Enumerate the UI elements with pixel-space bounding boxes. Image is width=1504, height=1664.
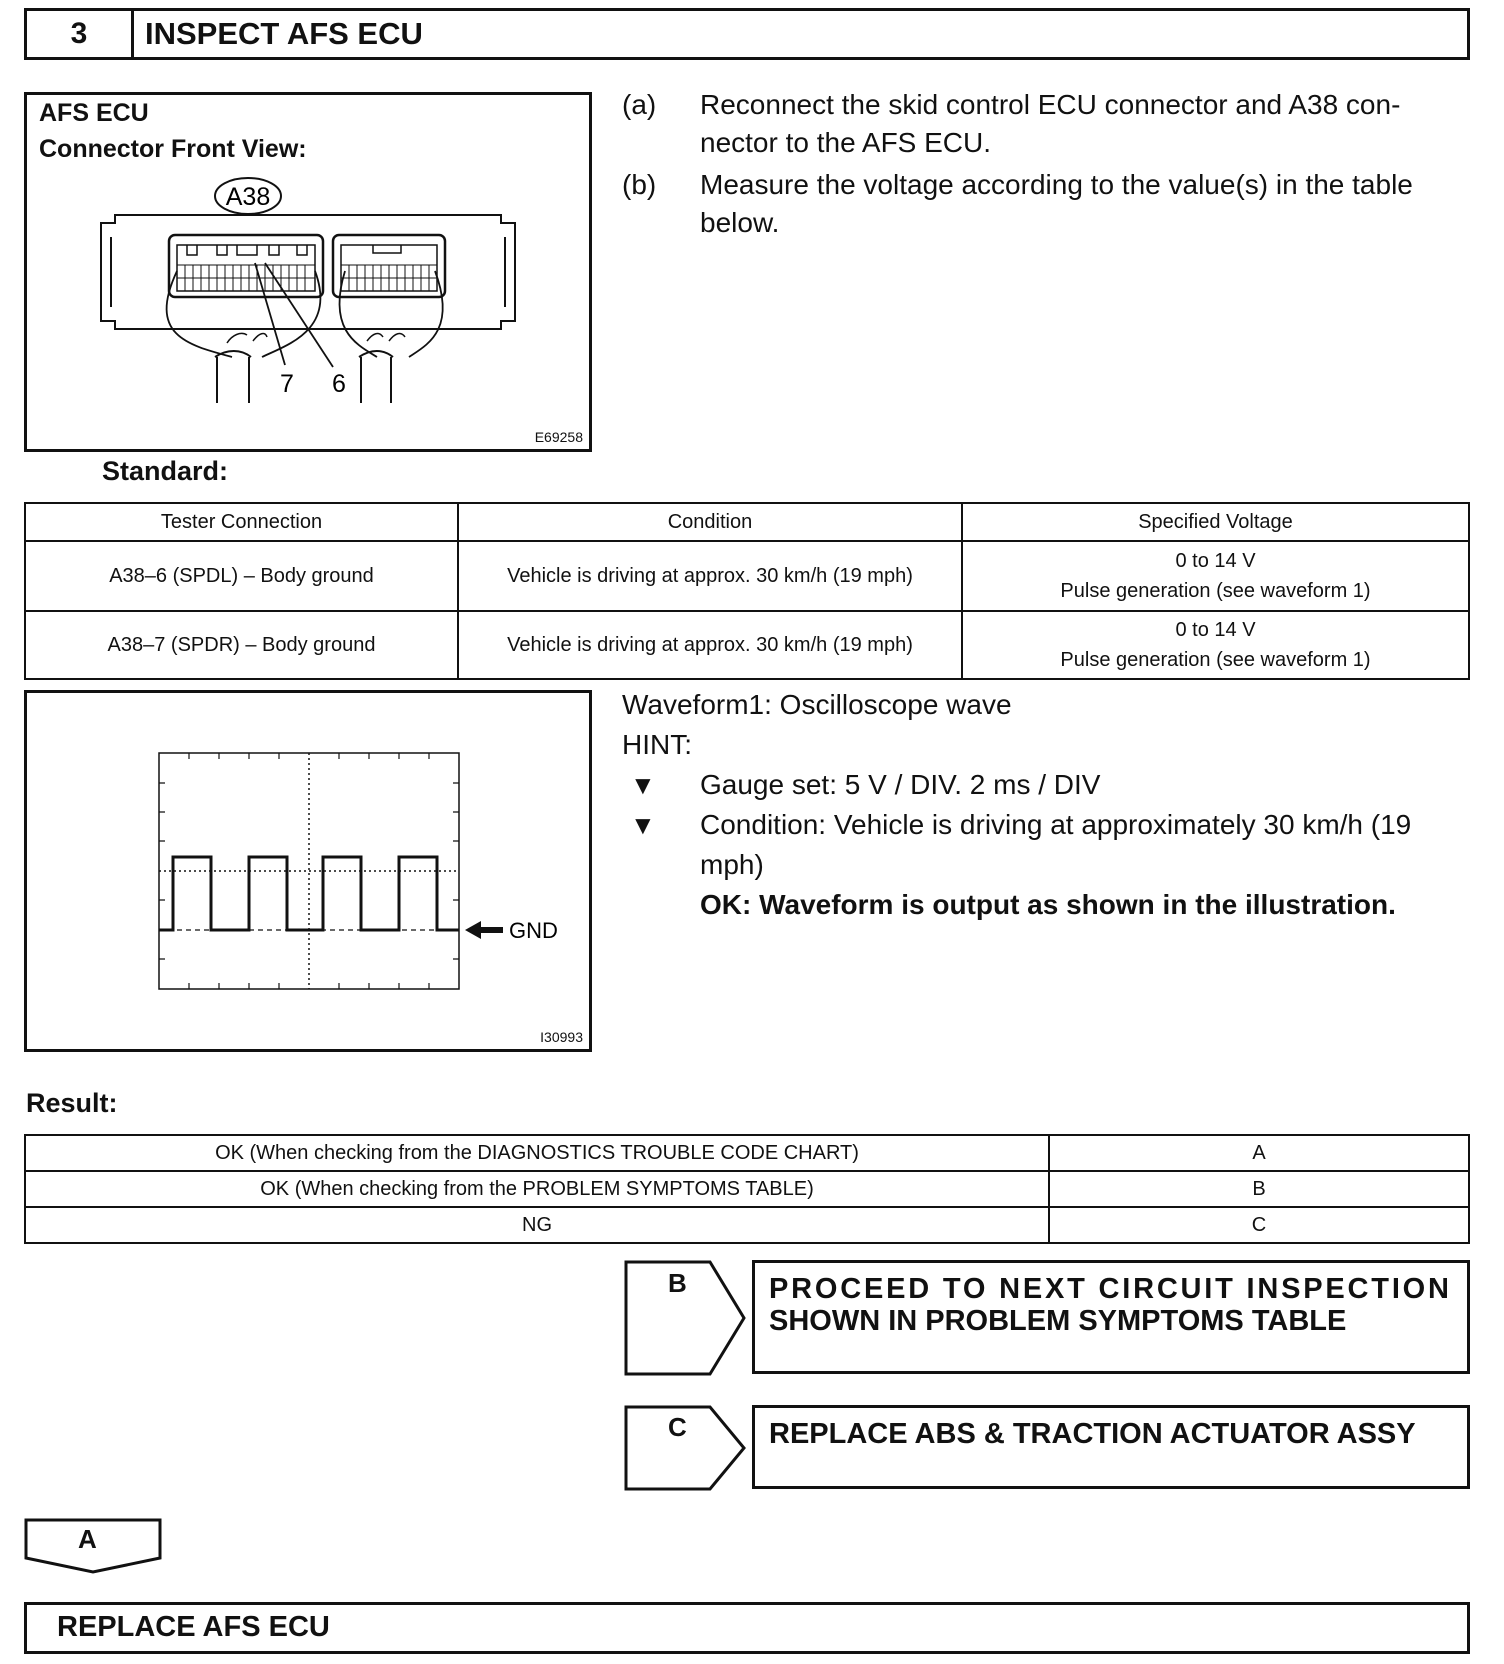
table-row	[25, 611, 1469, 679]
hint-condition-line2: mph)	[700, 849, 764, 880]
result-code: A	[1049, 1135, 1469, 1171]
outcome-c-box	[752, 1405, 1470, 1489]
instruction-a-line2: nector to the AFS ECU.	[700, 127, 992, 158]
header-divider	[131, 11, 134, 57]
gnd-arrow-icon	[465, 921, 503, 939]
header-condition: Condition	[458, 503, 962, 541]
pin-label-6: 6	[332, 370, 346, 398]
final-step-title: REPLACE AFS ECU	[57, 1611, 330, 1643]
step-header	[24, 8, 1470, 60]
outcome-b-text-line1: PROCEED TO NEXT CIRCUIT INSPECTION	[769, 1273, 1452, 1305]
cell-connection: A38–6 (SPDL) – Body ground	[25, 541, 458, 611]
cell-condition: Vehicle is driving at approx. 30 km/h (19 mph)	[458, 611, 962, 679]
outcome-c-code: C	[668, 1412, 687, 1442]
table-row	[25, 541, 1469, 611]
outcome-c-text: REPLACE ABS & TRACTION ACTUATOR ASSY	[769, 1418, 1416, 1450]
standard-label: Standard:	[102, 456, 229, 486]
figure-code: I30993	[540, 1029, 583, 1045]
instruction-b-line2: below.	[700, 207, 780, 238]
step-title: INSPECT AFS ECU	[145, 16, 423, 51]
final-step-box	[24, 1602, 1470, 1654]
result-text: OK (When checking from the DIAGNOSTICS TROUBLE CODE CHART)	[25, 1135, 1049, 1171]
connector-drawing	[27, 95, 589, 449]
instruction-b-marker: (b)	[622, 169, 657, 200]
result-code: C	[1049, 1207, 1469, 1243]
outcome-b-box	[752, 1260, 1470, 1374]
table-row	[25, 1135, 1469, 1171]
result-table	[24, 1134, 1470, 1244]
cell-condition: Vehicle is driving at approx. 30 km/h (19 mph)	[458, 541, 962, 611]
cell-connection: A38–7 (SPDR) – Body ground	[25, 611, 458, 679]
voltage-range: 0 to 14 V	[1175, 550, 1256, 572]
result-code: B	[1049, 1171, 1469, 1207]
table-row	[25, 1207, 1469, 1243]
connector-figure	[24, 92, 592, 452]
bullet-triangle-icon: ▼	[630, 810, 656, 840]
cell-voltage	[962, 541, 1469, 611]
connector-label: A38	[225, 183, 271, 211]
gnd-label: GND	[509, 918, 558, 943]
oscilloscope-graph	[27, 693, 589, 1049]
waveform-title: Waveform1: Oscilloscope wave	[622, 689, 1012, 720]
hint-gauge-set: Gauge set: 5 V / DIV. 2 ms / DIV	[700, 769, 1101, 800]
cell-voltage	[962, 611, 1469, 679]
outcome-b-text-line2: SHOWN IN PROBLEM SYMPTOMS TABLE	[769, 1305, 1347, 1337]
outcome-b-code: B	[668, 1268, 687, 1298]
waveform-figure	[24, 690, 592, 1052]
voltage-note: Pulse generation (see waveform 1)	[1060, 580, 1371, 602]
result-text: OK (When checking from the PROBLEM SYMPTOMS TABLE)	[25, 1171, 1049, 1207]
hint-label: HINT:	[622, 729, 692, 760]
figure-code: E69258	[534, 429, 583, 445]
hint-condition-line1: Condition: Vehicle is driving at approximately 30 km/h (19	[700, 809, 1412, 840]
outcome-a-code: A	[78, 1524, 97, 1554]
result-text: NG	[25, 1207, 1049, 1243]
header-specified-voltage: Specified Voltage	[962, 503, 1469, 541]
instruction-a-marker: (a)	[622, 89, 657, 120]
result-label: Result:	[26, 1088, 118, 1118]
voltage-range: 0 to 14 V	[1175, 619, 1256, 641]
step-number: 3	[70, 17, 88, 50]
figure-title-ecu: AFS ECU	[39, 99, 149, 127]
instruction-b-line1: Measure the voltage according to the value(s) in the table	[700, 169, 1413, 200]
bullet-triangle-icon: ▼	[630, 770, 656, 800]
figure-title-view: Connector Front View:	[39, 135, 307, 163]
standard-table	[24, 502, 1470, 680]
ok-criteria: OK: Waveform is output as shown in the illustration.	[700, 889, 1396, 920]
instruction-a-line1: Reconnect the skid control ECU connector and A38 con-	[700, 89, 1401, 120]
pin-label-7: 7	[280, 370, 294, 398]
table-row	[25, 1171, 1469, 1207]
voltage-note: Pulse generation (see waveform 1)	[1060, 649, 1371, 671]
header-tester-connection: Tester Connection	[25, 503, 458, 541]
